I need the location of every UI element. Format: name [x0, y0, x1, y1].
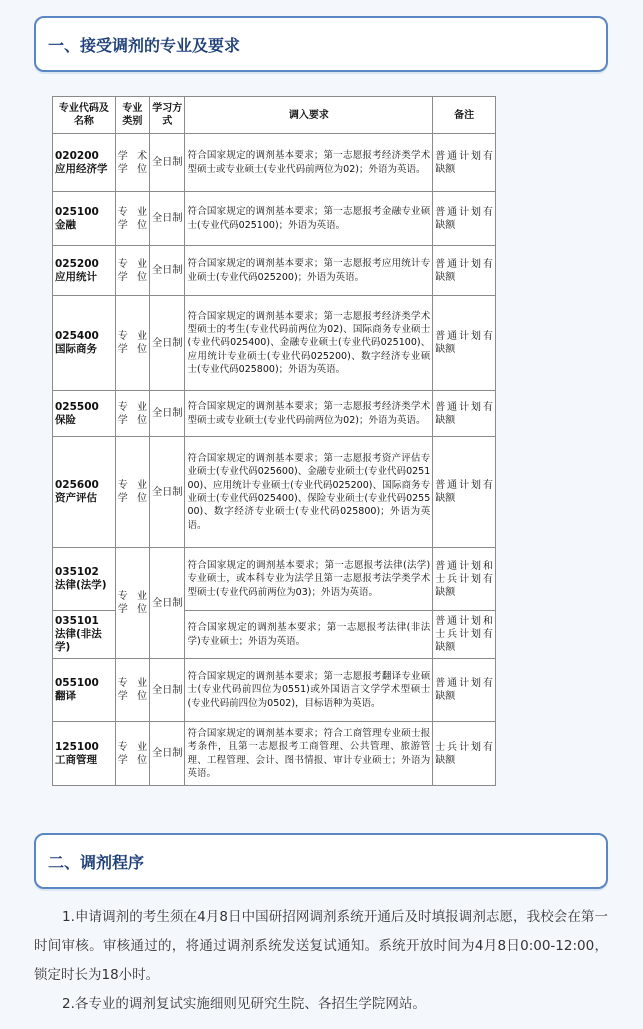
major-code: 125100 工商管理 [53, 722, 116, 786]
header-requirement: 调入要求 [185, 97, 433, 134]
table-row [53, 722, 496, 786]
header-major: 专业代码及名称 [53, 97, 116, 134]
requirement: 符合国家规定的调剂基本要求；第一志愿报考经济类学术型硕士或专业硕士(专业代码前两位为02)；外语为英语。 [185, 134, 433, 192]
adjustment-table [52, 96, 496, 786]
major-category: 专业学位 [115, 722, 149, 786]
major-code: 025400 国际商务 [53, 296, 116, 391]
table-row [53, 296, 496, 391]
major-category: 专业学位 [115, 437, 149, 548]
table-row [53, 246, 496, 296]
header-mode: 学习方式 [150, 97, 185, 134]
requirement: 符合国家规定的调剂基本要求；第一志愿报考经济类学术型硕士或专业硕士(专业代码前两位为02)；外语为英语。 [185, 391, 433, 437]
major-code: 020200 应用经济学 [53, 134, 116, 192]
major-code: 025500 保险 [53, 391, 116, 437]
section-title: 二、调剂程序 [48, 852, 145, 872]
major-code: 035101 法律(非法学) [53, 611, 116, 659]
major-category: 专业学位 [115, 296, 149, 391]
major-category: 学术学位 [115, 134, 149, 192]
major-category: 专业学位 [115, 391, 149, 437]
study-mode: 全日制 [150, 134, 185, 192]
note: 普通计划和士兵计划有缺额 [433, 611, 496, 659]
header-category: 专业类别 [115, 97, 149, 134]
requirement: 符合国家规定的调剂基本要求；第一志愿报考法律(非法学)专业硕士；外语为英语。 [185, 611, 433, 659]
study-mode: 全日制 [150, 659, 185, 722]
procedure-paragraph: 1.申请调剂的考生须在4月8日中国研招网调剂系统开通后及时填报调剂志愿，我校会在第一时间审核。审核通过的，将通过调剂系统发送复试通知。系统开放时间为4月8日0:00-12:00，锁定时长为18小时。 [34, 909, 608, 983]
note: 普通计划有缺额 [433, 391, 496, 437]
major-category: 专业学位 [115, 659, 149, 722]
study-mode: 全日制 [150, 437, 185, 548]
major-category: 专业学位 [115, 192, 149, 246]
study-mode: 全日制 [150, 192, 185, 246]
section-title: 一、接受调剂的专业及要求 [48, 35, 241, 55]
table-row [53, 548, 496, 611]
header-note: 备注 [433, 97, 496, 134]
note: 普通计划和士兵计划有缺额 [433, 548, 496, 611]
study-mode: 全日制 [150, 548, 185, 659]
requirement: 符合国家规定的调剂基本要求；第一志愿报考资产评估专业硕士(专业代码025600)、金融专业硕士(专业代码025100)、应用统计专业硕士(专业代码025200)、国际商务专业硕士(专业代码025400)、保险专业硕士(专业代码025500)、数字经济专业硕士(专业代码025800)；外语为英语。 [185, 437, 433, 548]
note: 士兵计划有缺额 [433, 722, 496, 786]
requirement: 符合国家规定的调剂基本要求；符合工商管理专业硕士报考条件，且第一志愿报考工商管理、公共管理、旅游管理、工程管理、会计、图书情报、审计专业硕士；外语为英语。 [185, 722, 433, 786]
note: 普通计划有缺额 [433, 134, 496, 192]
requirement: 符合国家规定的调剂基本要求；第一志愿报考经济类学术型硕士的考生(专业代码前两位为02)、国际商务专业硕士(专业代码025400)、金融专业硕士(专业代码025100)、应用统计专业硕士(专业代码025200)、数字经济专业硕士(专业代码025800)；外语为英语。 [185, 296, 433, 391]
requirement: 符合国家规定的调剂基本要求；第一志愿报考金融专业硕士(专业代码025100)；外语为英语。 [185, 192, 433, 246]
note: 普通计划有缺额 [433, 192, 496, 246]
requirement: 符合国家规定的调剂基本要求；第一志愿报考应用统计专业硕士(专业代码025200)；外语为英语。 [185, 246, 433, 296]
study-mode: 全日制 [150, 296, 185, 391]
table-row [53, 192, 496, 246]
note: 普通计划有缺额 [433, 296, 496, 391]
major-code: 025600 资产评估 [53, 437, 116, 548]
study-mode: 全日制 [150, 391, 185, 437]
table-row [53, 391, 496, 437]
study-mode: 全日制 [150, 722, 185, 786]
study-mode: 全日制 [150, 246, 185, 296]
table-row [53, 659, 496, 722]
major-category: 专业学位 [115, 548, 149, 659]
requirement: 符合国家规定的调剂基本要求；第一志愿报考法律(法学)专业硕士，或本科专业为法学且第一志愿报考法学类学术型硕士(专业代码前两位为03)；外语为英语。 [185, 548, 433, 611]
procedure-paragraph: 2.各专业的调剂复试实施细则见研究生院、各招生学院网站。 [62, 996, 426, 1012]
adjustment-table-container [52, 96, 496, 786]
major-code: 025200 应用统计 [53, 246, 116, 296]
table-row [53, 134, 496, 192]
note: 普通计划有缺额 [433, 437, 496, 548]
note: 普通计划有缺额 [433, 246, 496, 296]
major-code: 055100 翻译 [53, 659, 116, 722]
table-header-row [53, 97, 496, 134]
major-code: 025100 金融 [53, 192, 116, 246]
major-category: 专业学位 [115, 246, 149, 296]
table-row [53, 437, 496, 548]
section-header-requirements [34, 16, 608, 72]
major-code: 035102 法律(法学) [53, 548, 116, 611]
section-header-procedure [34, 833, 608, 889]
requirement: 符合国家规定的调剂基本要求；第一志愿报考翻译专业硕士(专业代码前四位为0551)或外国语言文学学术型硕士(专业代码前四位为0502)，目标语种为英语。 [185, 659, 433, 722]
note: 普通计划有缺额 [433, 659, 496, 722]
